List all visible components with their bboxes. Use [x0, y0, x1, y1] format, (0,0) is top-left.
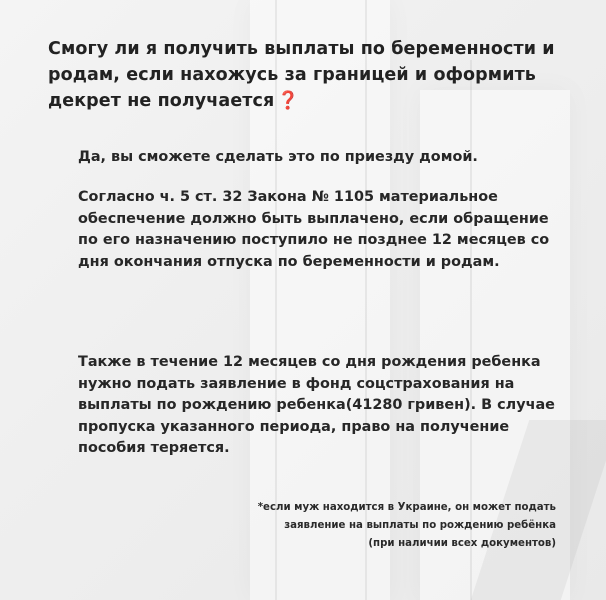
question-mark-icon: ❓ — [277, 91, 300, 111]
law-reference-paragraph: Согласно ч. 5 ст. 32 Закона № 1105 материальное обеспечение должно быть выплачено, если обращение по его назначению поступило не позднее 12 месяцев со дня окончания отпуска по беременности и родам. — [78, 189, 550, 270]
footnote-line: *если муж находится в Украине, он может подать — [257, 502, 556, 513]
question-text: Смогу ли я получить выплаты по беременности и родам, если нахожусь за границей и оформить декрет не получается — [48, 39, 555, 111]
answer-paragraph: Да, вы сможете сделать это по приезду домой. — [78, 149, 478, 165]
childbirth-payment-paragraph: Также в течение 12 месяцев со дня рождения ребенка нужно подать заявление в фонд соцстрахования на выплаты по рождению ребенка(41280 гривен). В случае пропуска указанного периода, право на получение пособия теряется. — [78, 354, 555, 456]
footnote — [190, 499, 556, 553]
footnote-line: заявление на выплаты по рождению ребёнка — [284, 520, 556, 531]
question-heading — [48, 36, 573, 114]
footnote-line: (при наличии всех документов) — [368, 538, 556, 549]
